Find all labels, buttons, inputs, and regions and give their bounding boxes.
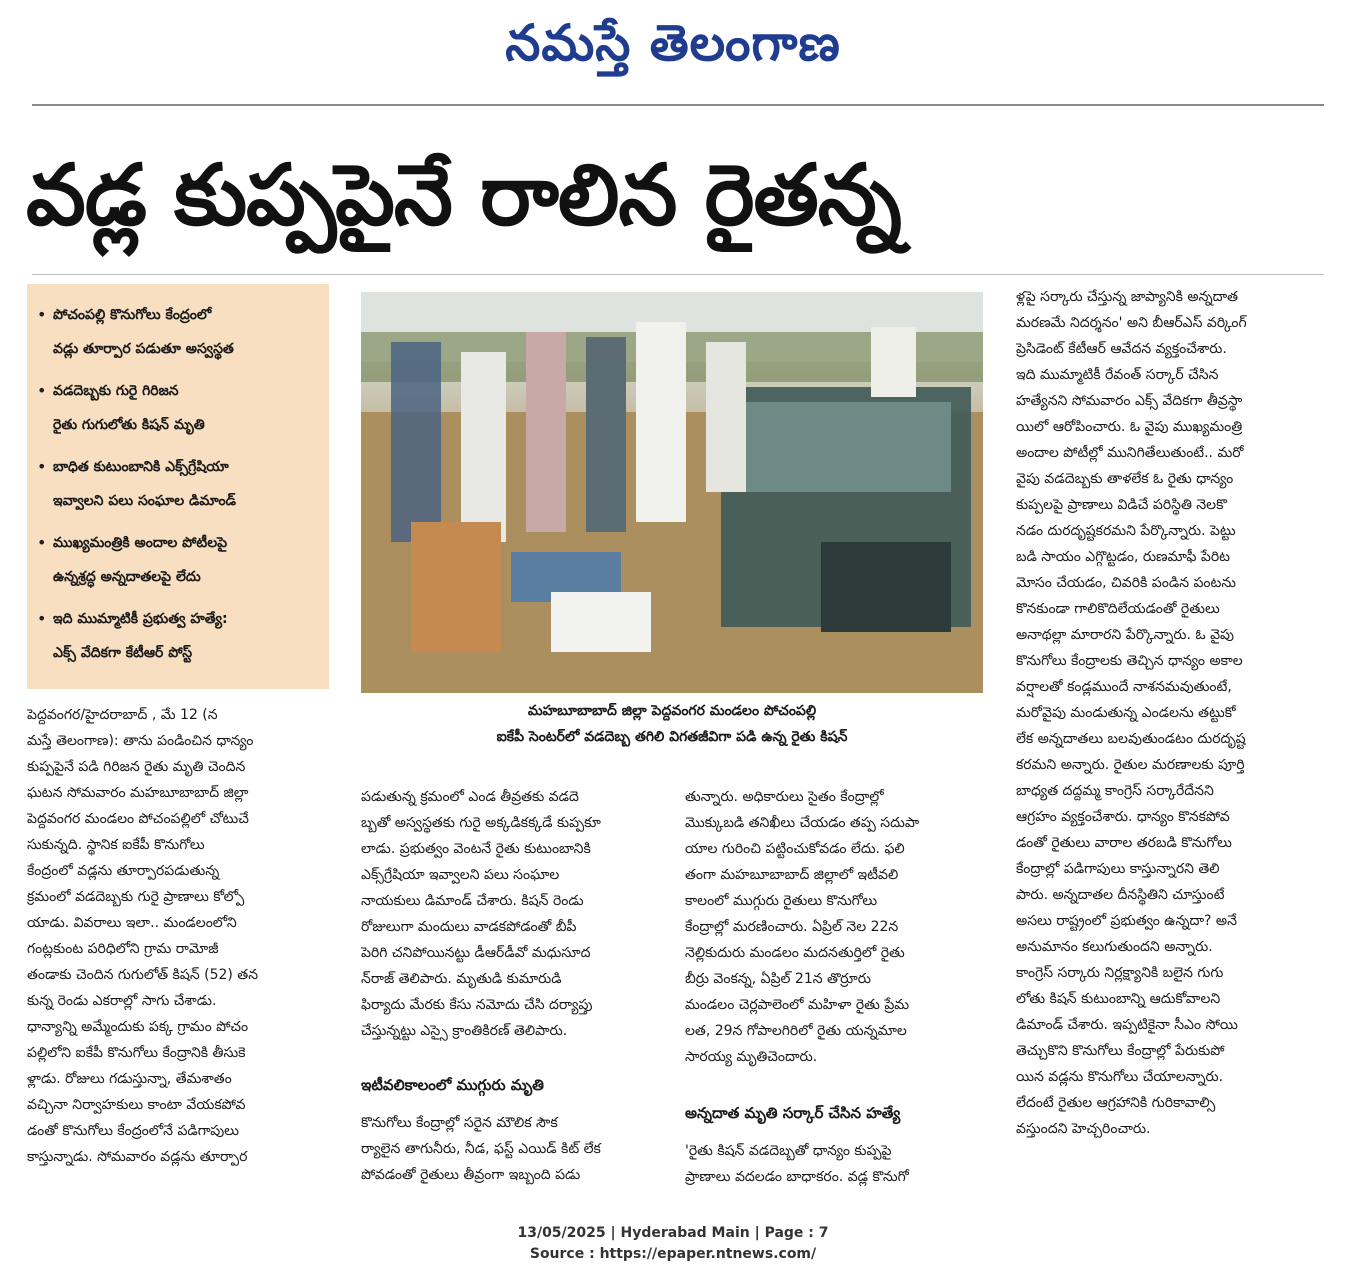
- highlight-line: వడ్లు తూర్పార పడుతూ అస్వస్థత: [53, 341, 234, 357]
- subheading-farmer-death: అన్నదాత మృతి సర్కార్ చేసిన హత్యే: [685, 1104, 901, 1122]
- article-text-line: ప్రాణాలు వదలడం బాధాకరం. వడ్ల కొనుగో: [685, 1169, 909, 1185]
- article-text-line: మొక్కుబడి తనిఖీలు చేయడం తప్ప సదుపా: [685, 815, 920, 831]
- article-text-line: పెద్దవంగర/హైదరాబాద్ , మే 12 (న: [27, 707, 218, 723]
- article-text-line: సుకున్నది. స్థానిక ఐకేపీ కొనుగోలు: [27, 837, 205, 853]
- article-text-line: పల్లిలోని ఐకేపీ కొనుగోలు కేంద్రానికి తీసుకె: [27, 1045, 246, 1061]
- photo-caption: [361, 698, 983, 750]
- article-text-line: అసలు రాష్ట్రంలో ప్రభుత్వం ఉన్నదా? అనే: [1016, 913, 1237, 929]
- article-text-line: వచ్చినా నిర్వాహకులు కాంటా వేయకపోవ: [27, 1097, 246, 1113]
- article-text-line: లేదంటే రైతుల ఆగ్రహానికి గురికావాల్సి: [1016, 1095, 1216, 1111]
- article-text-line: వర్షాలతో కండ్లముందే నాశనమవుతుంటే,: [1016, 679, 1232, 695]
- article-text-line: ఘటన సోమవారం మహబూబాబాద్ జిల్లా: [27, 785, 249, 801]
- article-text-line: ఆగ్రహం వ్యక్తంచేశారు. ధాన్యం కొనకపోవ: [1016, 809, 1230, 825]
- article-text-line: లేక అన్నదాతలు బలవుతుండటం దురదృష్ట: [1016, 731, 1246, 747]
- highlight-line: వడదెబ్బకు గురై గిరిజన: [53, 383, 179, 399]
- footer-source: Source : https://epaper.ntnews.com/: [529, 1246, 817, 1262]
- article-text-line: బడి సాయం ఎగ్గొట్టడం, రుణమాఫీ పేరిట: [1016, 549, 1230, 565]
- highlight-line: ఇది ముమ్మాటికీ ప్రభుత్వ హత్యే:: [53, 611, 228, 627]
- article-text-line: క్రమంలో వడదెబ్బకు గురై ప్రాణాలు కోల్పో: [27, 889, 245, 905]
- bullet-icon: •: [37, 533, 47, 552]
- article-text-line: యాడు. వివరాలు ఇలా.. మండలంలోని: [27, 915, 237, 931]
- article-text-line: మోసం చేయడం, చివరికి పండిన పంటను: [1016, 575, 1237, 591]
- article-text-line: లోతు కిషన్ కుటుంబాన్ని ఆదుకోవాలని: [1016, 991, 1221, 1007]
- highlight-line: ఇవ్వాలని పలు సంఘాల డిమాండ్: [53, 493, 236, 509]
- article-text-line: వైపు వడదెబ్బకు తాళలేక ఓ రైతు ధాన్యం: [1016, 471, 1234, 487]
- article-column-4: [1016, 284, 1318, 1142]
- article-text-line: పడుతున్న క్రమంలో ఎండ తీవ్రతకు వడదె: [361, 789, 579, 805]
- article-text-line: ఇది ముమ్మాటికీ రేవంత్ సర్కార్ చేసిన: [1016, 367, 1219, 383]
- article-headline: వడ్ల కుప్పపైనే రాలిన రైతన్న: [26, 146, 901, 244]
- highlight-item: [37, 374, 321, 442]
- article-text-line: రోజులుగా మందులు వాడకపోడంతో బీపీ: [361, 919, 577, 935]
- article-text-line: లత, 29న గోపాలగిరిలో రైతు యన్నమాల: [685, 1023, 907, 1039]
- article-text-line: ఫిర్యాదు మేరకు కేసు నమోదు చేసి దర్యాప్తు: [361, 997, 593, 1013]
- bullet-icon: •: [37, 609, 47, 628]
- article-text-line: పోవడంతో రైతులు తీవ్రంగా ఇబ్బంది పడు: [361, 1167, 581, 1183]
- article-text-line: డంతో కొనుగోలు కేంద్రంలోనే పడిగాపులు: [27, 1123, 239, 1139]
- highlight-line: రైతు గుగులోతు కిషన్ మృతి: [53, 417, 205, 433]
- article-text-line: గంట్లకుంట పరిధిలోని గ్రామ రామోజీ: [27, 941, 219, 957]
- article-text-line: న్‌రాజ్ తెలిపారు. మృతుడి కుమారుడి: [361, 971, 562, 987]
- article-text-line: కేంద్రాల్లో పడిగాపులు కాస్తున్నారని తెలి: [1016, 861, 1220, 877]
- highlight-line: ఉన్నశ్రద్ధ అన్నదాతలపై లేదు: [53, 569, 201, 585]
- article-text-line: పెరిగి చనిపోయినట్టు డీఆర్‌డీవో మధుసూద: [361, 945, 591, 961]
- article-text-line: అందాల పోటీల్లో మునిగితేలుతుంటే.. మరో: [1016, 445, 1244, 461]
- article-text-line: మరణమే నిదర్శనం' అని బీఆర్‌ఎస్ వర్కింగ్: [1016, 315, 1247, 331]
- caption-line: ఐకేపీ సెంటర్‌లో వడదెబ్బ తగిలి విగతజీవిగా పడి ఉన్న రైతు కిషన్: [496, 729, 848, 745]
- highlight-line: పోచంపల్లి కొనుగోలు కేంద్రంలో: [53, 307, 212, 323]
- article-text-line: తండాకు చెందిన గుగులోత్ కిషన్ (52) తన: [27, 967, 259, 983]
- article-text-line: కాంగ్రెస్ సర్కారు నిర్లక్ష్యానికి బలైన గుగు: [1016, 965, 1224, 981]
- subheading-recent-deaths: ఇటీవలికాలంలో ముగ్గురు మృతి: [361, 1076, 544, 1094]
- article-text-line: 'రైతు కిషన్ వడదెబ్బతో ధాన్యం కుప్పపై: [685, 1143, 892, 1159]
- article-text-line: కుప్పపైనే పడి గిరిజన రైతు మృతి చెందిన: [27, 759, 246, 775]
- highlight-line: ఎక్స్ వేదికగా కేటీఆర్ పోస్ట్: [53, 645, 193, 661]
- article-text-line: కాలంలో ముగ్గురు రైతులు కొనుగోలు: [685, 893, 878, 909]
- article-text-line: కొనుగోలు కేంద్రాలకు తెచ్చిన ధాన్యం అకాల: [1016, 653, 1243, 669]
- footer-edition-info: 13/05/2025 | Hyderabad Main | Page : 7: [517, 1225, 829, 1241]
- article-text-line: ళ్లాడు. రోజులు గడుస్తున్నా, తేమశాతం: [27, 1071, 232, 1087]
- article-text-line: తున్నారు. అధికారులు సైతం కేంద్రాల్లో: [685, 789, 884, 805]
- article-text-line: ఎక్స్‌గ్రేషియా ఇవ్వాలని పలు సంఘాల: [361, 867, 560, 883]
- article-text-line: కుప్పలపై ప్రాణాలు విడిచే పరిస్థితి నెలకొ: [1016, 497, 1227, 513]
- caption-line: మహబూబాబాద్ జిల్లా పెద్దవంగర మండలం పోచంపల్లి: [527, 703, 817, 719]
- article-text-line: అనుమానం కలుగుతుందని అన్నారు.: [1016, 939, 1213, 955]
- article-column-3: [685, 784, 983, 1070]
- article-text-line: ళ్లపై సర్కారు చేస్తున్న జాప్యానికి అన్నదాత: [1016, 289, 1239, 305]
- article-text-line: యిన వడ్లను కొనుగోలు చేయాలన్నారు.: [1016, 1069, 1224, 1085]
- article-text-line: బీర్రు వెంకన్న, ఏప్రిల్ 21న తొర్రూరు: [685, 971, 871, 987]
- highlight-item: [37, 602, 321, 670]
- article-text-line: తంగా మహబూబాబాద్ జిల్లాలో ఇటీవలి: [685, 867, 899, 883]
- article-text-line: పెద్దవంగర మండలం పోచంపల్లిలో చోటుచే: [27, 811, 249, 827]
- article-text-line: యాల గురించి పట్టించుకోవడం లేదు. ఫలి: [685, 841, 905, 857]
- article-text-line: డంతో రైతులు వారాల తరబడి కొనుగోలు: [1016, 835, 1232, 851]
- photo-illustration: [361, 292, 983, 693]
- bullet-icon: •: [37, 457, 47, 476]
- highlight-line: ముఖ్యమంత్రికి అందాల పోటీలపై: [53, 535, 228, 551]
- highlight-item: [37, 450, 321, 518]
- article-column-2b: [361, 1110, 661, 1188]
- article-text-line: కేంద్రాల్లో మరణించారు. ఏప్రిల్ నెల 22న: [685, 919, 899, 935]
- masthead-logo: నమస్తే తెలంగాణ: [505, 13, 841, 72]
- article-text-line: హత్యేనని సోమవారం ఎక్స్ వేదికగా తీవ్రస్థా: [1016, 393, 1243, 409]
- article-text-line: మండలం చెర్లపాలెంలో మహిళా రైతు ప్రేమ: [685, 997, 910, 1013]
- article-text-line: చేస్తున్నట్టు ఎస్సై క్రాంతికిరణ్ తెలిపారు.: [361, 1023, 568, 1039]
- article-text-line: బాధ్యత దద్దమ్మ కాంగ్రెస్ సర్కారేదేనని: [1016, 783, 1214, 799]
- article-text-line: అనాథల్లా మారారని పేర్కొన్నారు. ఓ వైపు: [1016, 627, 1235, 643]
- bullet-icon: •: [37, 381, 47, 400]
- article-text-line: కొనకుండా గాలికొదిలేయడంతో రైతులు: [1016, 601, 1220, 617]
- news-photo: [361, 292, 983, 693]
- article-text-line: నాయకులు డిమాండ్ చేశారు. కిషన్ రెండు: [361, 893, 584, 909]
- article-column-3b: [685, 1138, 983, 1190]
- article-text-line: ప్రెసిడెంట్ కేటీఆర్ ఆవేదన వ్యక్తంచేశారు.: [1016, 341, 1227, 357]
- highlight-item: [37, 298, 321, 366]
- article-text-line: కేంద్రంలో వడ్లను తూర్పారపడుతున్న: [27, 863, 220, 879]
- headline-divider: [32, 274, 1324, 275]
- article-text-line: నెల్లికుదురు మండలం మదనతుర్తిలో రైతు: [685, 945, 905, 961]
- article-text-line: యిలో ఆరోపించారు. ఓ వైపు ముఖ్యమంత్రి: [1016, 419, 1243, 435]
- article-text-line: కున్న రెండు ఎకరాల్లో సాగు చేశాడు.: [27, 993, 217, 1009]
- article-text-line: నడం దురదృష్టకరమని పేర్కొన్నారు. పెట్టు: [1016, 523, 1236, 539]
- article-column-2: [361, 784, 661, 1044]
- article-text-line: లాడు. ప్రభుత్వం వెంటనే రైతు కుటుంబానికి: [361, 841, 591, 857]
- article-text-line: కాస్తున్నాడు. సోమవారం వడ్లను తూర్పార: [27, 1149, 248, 1165]
- highlights-box: [27, 284, 329, 689]
- article-column-1: [27, 702, 335, 1170]
- masthead-divider: [32, 104, 1324, 106]
- article-text-line: కొనుగోలు కేంద్రాల్లో సరైన మౌలిక సౌక: [361, 1115, 558, 1131]
- article-text-line: మస్తే తెలంగాణ): తాను పండించిన ధాన్యం: [27, 733, 254, 749]
- article-text-line: సారయ్య మృతిచెందారు.: [685, 1049, 818, 1065]
- article-text-line: బ్బతో అస్వస్థతకు గురై అక్కడికక్కడే కుప్పకూ: [361, 815, 601, 831]
- article-text-line: పారు. అన్నదాతల దీనస్థితిని చూస్తుంటే: [1016, 887, 1225, 903]
- article-text-line: కరమని అన్నారు. రైతుల మరణాలకు పూర్తి: [1016, 757, 1245, 773]
- article-text-line: డిమాండ్ చేశారు. ఇప్పటికైనా సీఎం సోయి: [1016, 1017, 1238, 1033]
- highlight-item: [37, 526, 321, 594]
- article-text-line: ర్యాలైన తాగునీరు, నీడ, ఫస్ట్ ఎయిడ్ కిట్ లేక: [361, 1141, 601, 1157]
- article-text-line: వస్తుందని హెచ్చరించారు.: [1016, 1121, 1151, 1137]
- bullet-icon: •: [37, 305, 47, 324]
- article-text-line: మరోవైపు మండుతున్న ఎండలను తట్టుకో: [1016, 705, 1236, 721]
- article-text-line: తెచ్చుకొని కొనుగోలు కేంద్రాల్లో పేరుకుపో: [1016, 1043, 1225, 1059]
- highlight-line: బాధిత కుటుంబానికి ఎక్స్‌గ్రేషియా: [53, 459, 229, 475]
- article-text-line: ధాన్యాన్ని అమ్మేందుకు పక్క గ్రామం పోచం: [27, 1019, 249, 1035]
